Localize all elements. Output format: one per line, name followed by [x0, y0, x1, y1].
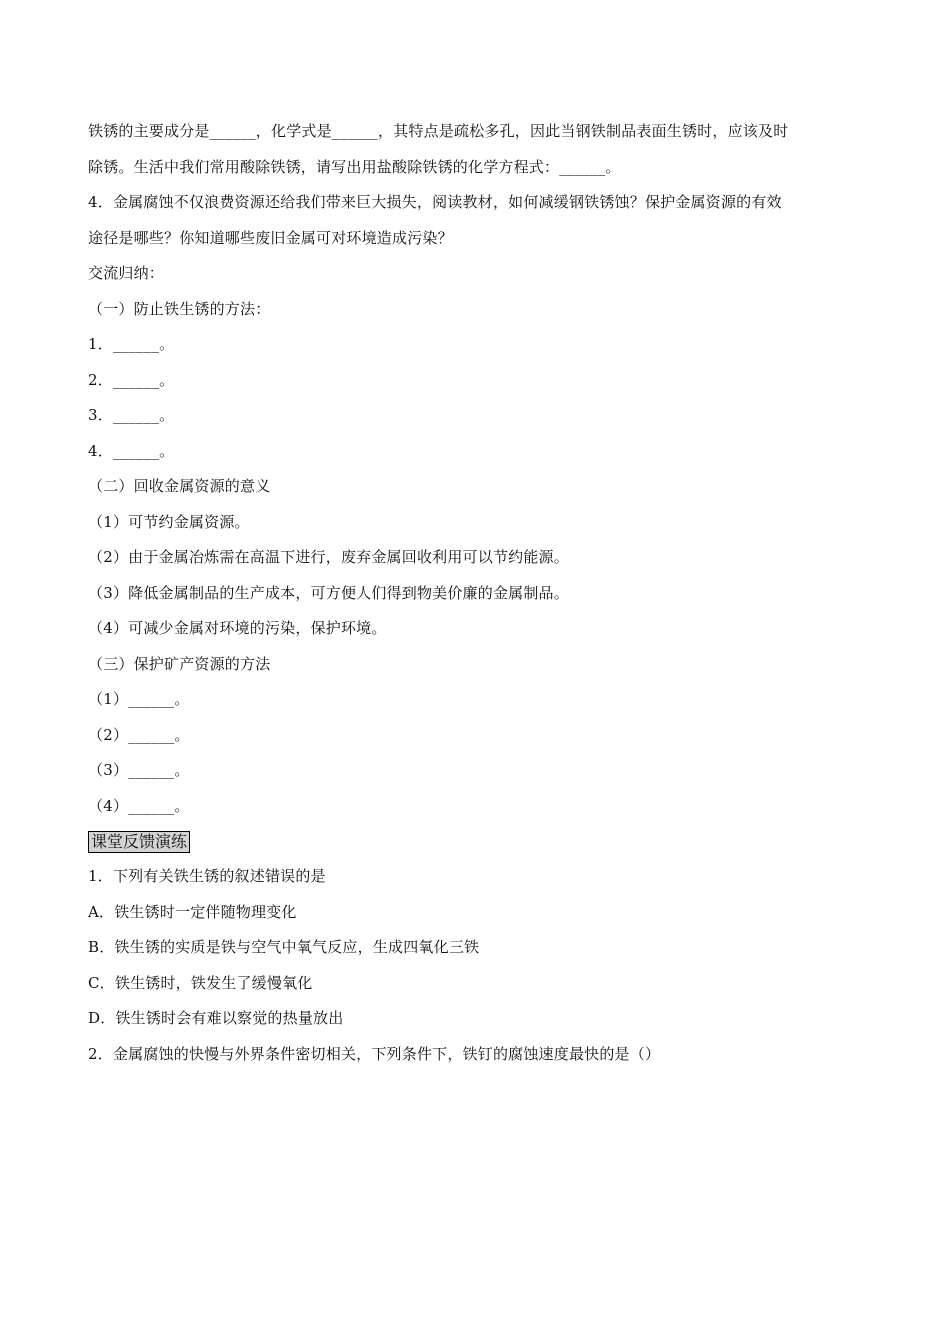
exercise-1-option-c: C．铁生锈时，铁发生了缓慢氧化 — [88, 973, 313, 992]
exercise-2-question: 2．金属腐蚀的快慢与外界条件密切相关，下列条件下，铁钉的腐蚀速度最快的是（） — [88, 1044, 661, 1063]
exercise-1-option-a: A．铁生锈时一定伴随物理变化 — [88, 902, 297, 921]
exercise-1-option-d: D．铁生锈时会有难以察觉的热量放出 — [88, 1009, 344, 1027]
part-3-item: （2）______。 — [88, 725, 190, 744]
question-4-line-1: 4．金属腐蚀不仅浪费资源还给我们带来巨大损失，阅读教材，如何减缓钢铁锈蚀？保护金属资源的有效 — [88, 193, 782, 211]
document-content — [88, 114, 868, 1072]
summary-label: 交流归纳： — [88, 264, 165, 282]
part-1-title: （一）防止铁生锈的方法： — [88, 299, 271, 318]
part-1-item: 3．______。 — [88, 406, 175, 424]
part-1-item: 2．______。 — [88, 370, 175, 389]
exercise-1-question: 1．下列有关铁生锈的叙述错误的是 — [88, 867, 326, 885]
part-3-title: （三）保护矿产资源的方法 — [88, 654, 271, 673]
feedback-heading: 课堂反馈演练 — [88, 831, 190, 853]
part-2-item: （2）由于金属冶炼需在高温下进行，废弃金属回收利用可以节约能源。 — [88, 548, 569, 566]
part-3-item: （1）______。 — [88, 690, 190, 708]
part-1-item: 4．______。 — [88, 441, 175, 460]
rust-intro-line-1: 铁锈的主要成分是______，化学式是______，其特点是疏松多孔，因此当钢铁制品表面生锈时，应该及时 — [88, 122, 789, 140]
part-2-title: （二）回收金属资源的意义 — [88, 477, 271, 495]
part-2-item: （4）可减少金属对环境的污染，保护环境。 — [88, 619, 387, 637]
part-1-item: 1．______。 — [88, 335, 175, 353]
rust-intro-line-2: 除锈。生活中我们常用酸除铁锈，请写出用盐酸除铁锈的化学方程式：______。 — [88, 157, 621, 176]
part-2-item: （3）降低金属制品的生产成本，可方便人们得到物美价廉的金属制品。 — [88, 583, 569, 602]
part-3-item: （3）______。 — [88, 761, 190, 779]
part-3-item: （4）______。 — [88, 796, 190, 815]
feedback-heading-row — [88, 824, 868, 859]
exercise-1-option-b: B．铁生锈的实质是铁与空气中氧气反应，生成四氧化三铁 — [88, 938, 480, 956]
part-2-item: （1）可节约金属资源。 — [88, 512, 250, 531]
question-4-line-2: 途径是哪些？你知道哪些废旧金属可对环境造成污染？ — [88, 228, 453, 247]
